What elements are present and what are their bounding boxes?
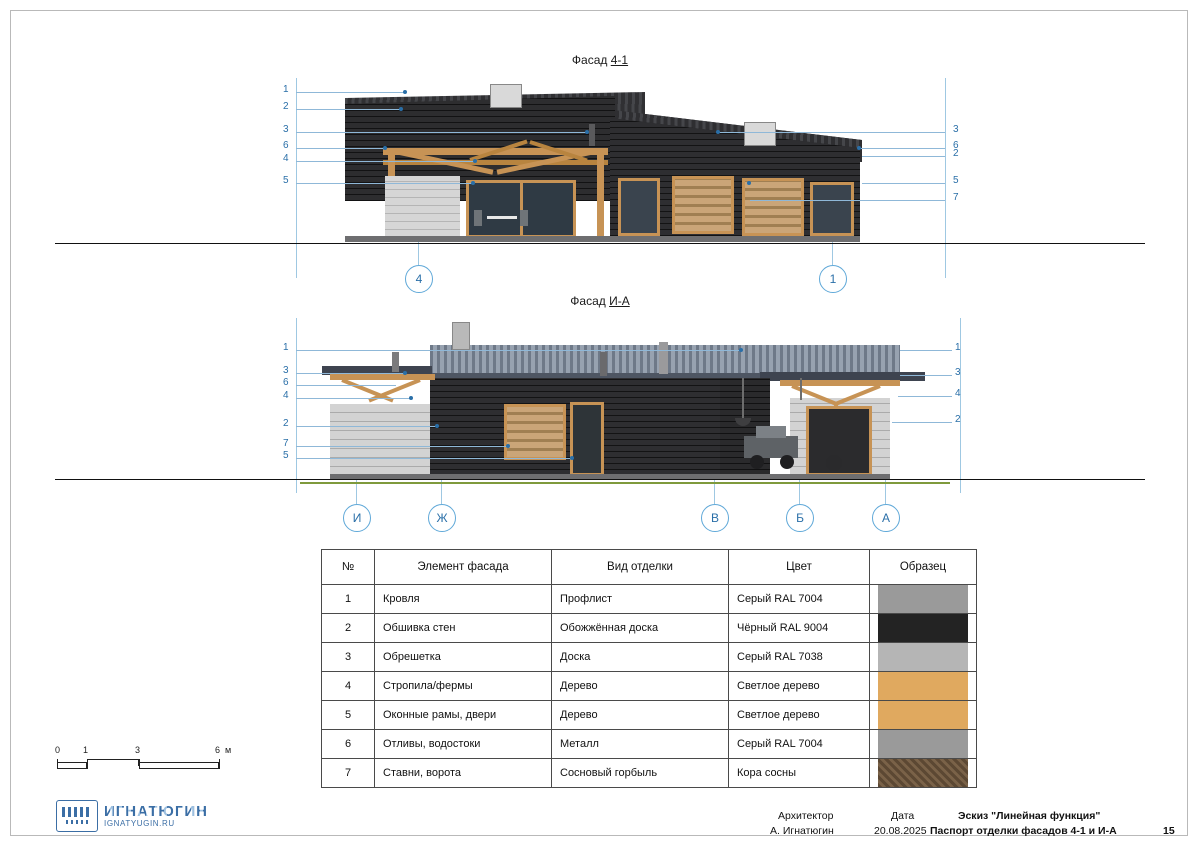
callout-number: 7	[953, 192, 959, 203]
callout-number: 3	[955, 367, 961, 378]
cell-element: Кровля	[375, 585, 552, 614]
grass-strip	[300, 482, 950, 484]
cell-kind: Профлист	[552, 585, 729, 614]
callout-number: 2	[955, 414, 961, 425]
color-swatch	[878, 643, 968, 671]
cell-sample	[870, 759, 977, 788]
scale-rule-seg	[139, 762, 219, 769]
callout-number: 1	[283, 342, 289, 353]
callout-dot	[739, 348, 743, 352]
callout-number: 2	[283, 418, 289, 429]
callout-dot	[506, 444, 510, 448]
vehicle-cab	[756, 426, 786, 438]
callout-leader	[296, 350, 741, 351]
axis-bubble-zh: Ж	[428, 504, 456, 532]
cell-element: Стропила/фермы	[375, 672, 552, 701]
cell-element: Обрешетка	[375, 643, 552, 672]
timber-frame-right	[780, 380, 900, 386]
callout-number: 5	[283, 175, 289, 186]
callout-number: 5	[283, 450, 289, 461]
guide-line	[296, 318, 297, 493]
vent-pipe	[600, 352, 607, 376]
axis-bubble-1: 1	[819, 265, 847, 293]
callout-number: 3	[953, 124, 959, 135]
table-row	[322, 701, 977, 730]
cell-color: Серый RAL 7004	[729, 730, 870, 759]
architect-label: Архитектор	[778, 810, 834, 822]
col-header-sample: Образец	[870, 550, 977, 585]
finish-spec-table	[321, 549, 977, 788]
table-row	[322, 585, 977, 614]
logo-name: ИГНАТЮГИН	[104, 802, 208, 820]
callout-number: 4	[283, 153, 289, 164]
cell-kind: Обожжённая доска	[552, 614, 729, 643]
stone-wall-left	[330, 404, 430, 476]
facade-top-title-prefix: Фасад	[571, 53, 611, 67]
callout-number: 1	[955, 342, 961, 353]
callout-number: 6	[283, 140, 289, 151]
col-header-num: №	[322, 550, 375, 585]
cell-color: Серый RAL 7038	[729, 643, 870, 672]
col-header-element: Элемент фасада	[375, 550, 552, 585]
scale-rule-seg	[87, 759, 139, 766]
chimney	[452, 322, 470, 350]
vent-pipe	[392, 352, 399, 372]
color-swatch	[878, 585, 968, 613]
cell-kind: Дерево	[552, 672, 729, 701]
studio-logo	[56, 800, 208, 832]
cell-num: 6	[322, 730, 375, 759]
vehicle-wheel	[826, 455, 842, 471]
callout-leader	[900, 350, 952, 351]
callout-leader	[296, 373, 406, 374]
vent-pipe	[659, 342, 668, 374]
color-swatch	[878, 672, 968, 700]
table-row	[322, 672, 977, 701]
color-swatch	[878, 701, 968, 729]
cell-sample	[870, 730, 977, 759]
callout-number: 3	[283, 124, 289, 135]
axis-bubble-b: Б	[786, 504, 814, 532]
ground-line-bottom	[55, 479, 1145, 480]
cell-sample	[870, 643, 977, 672]
cell-color: Светлое дерево	[729, 672, 870, 701]
callout-leader	[296, 446, 508, 447]
project-title: Эскиз "Линейная функция"	[958, 810, 1101, 822]
cell-color: Чёрный RAL 9004	[729, 614, 870, 643]
color-swatch	[878, 759, 968, 787]
cell-kind: Металл	[552, 730, 729, 759]
col-header-color: Цвет	[729, 550, 870, 585]
callout-number: 2	[953, 148, 959, 159]
cell-num: 1	[322, 585, 375, 614]
cell-sample	[870, 614, 977, 643]
callout-number: 1	[283, 84, 289, 95]
callout-number: 5	[953, 175, 959, 186]
callout-leader	[296, 458, 572, 459]
scale-bar	[55, 745, 230, 769]
axis-bubble-v: В	[701, 504, 729, 532]
scale-unit: м	[225, 745, 232, 755]
cell-num: 4	[322, 672, 375, 701]
cell-kind: Дерево	[552, 701, 729, 730]
cell-color: Кора сосны	[729, 759, 870, 788]
page-number: 15	[1163, 825, 1175, 837]
vehicle-wheel	[750, 455, 764, 469]
callout-number: 4	[955, 388, 961, 399]
cell-element: Ставни, ворота	[375, 759, 552, 788]
callout-leader	[296, 426, 438, 427]
callout-dot	[570, 456, 574, 460]
cell-color: Светлое дерево	[729, 701, 870, 730]
facade-bottom-title-axes: И-А	[609, 294, 630, 308]
cell-element: Отливы, водостоки	[375, 730, 552, 759]
table-header-row	[322, 550, 977, 585]
callout-number: 2	[283, 101, 289, 112]
scale-bar-rule	[55, 759, 230, 769]
scale-tick-3: 3	[135, 745, 141, 755]
cell-num: 7	[322, 759, 375, 788]
callout-number: 6	[953, 140, 959, 151]
callout-dot	[403, 371, 407, 375]
pendant-lamp	[742, 378, 744, 418]
architect-name: А. Игнатюгин	[770, 825, 834, 837]
callout-leader	[898, 396, 952, 397]
color-swatch	[878, 730, 968, 758]
sheet-title: Паспорт отделки фасадов 4-1 и И-А	[930, 825, 1117, 837]
axis-bubble-a: А	[872, 504, 900, 532]
callout-number: 4	[283, 390, 289, 401]
date-label: Дата	[891, 810, 915, 822]
logo-site: IGNATYUGIN.RU	[104, 818, 175, 828]
callout-leader	[296, 385, 396, 386]
col-header-kind: Вид отделки	[552, 550, 729, 585]
callout-number: 7	[283, 438, 289, 449]
door	[570, 402, 604, 476]
table-row	[322, 730, 977, 759]
cell-sample	[870, 672, 977, 701]
cell-num: 2	[322, 614, 375, 643]
facade-top-title-axes: 4-1	[610, 53, 629, 67]
table-body	[322, 585, 977, 788]
cell-kind: Сосновый горбыль	[552, 759, 729, 788]
callout-number: 3	[283, 365, 289, 376]
cell-num: 5	[322, 701, 375, 730]
pendant-lamp	[800, 378, 802, 400]
scale-tick-6: 6	[215, 745, 221, 755]
scale-rule-tick	[219, 759, 220, 769]
logo-text	[104, 804, 208, 828]
scale-tick-1: 1	[83, 745, 89, 755]
cell-element: Обшивка стен	[375, 614, 552, 643]
cell-kind: Доска	[552, 643, 729, 672]
table-row	[322, 759, 977, 788]
axis-bubble-4: 4	[405, 265, 433, 293]
callout-leader	[296, 398, 411, 399]
vehicle-wheel	[780, 455, 794, 469]
callout-dot	[435, 424, 439, 428]
axis-bubble-i: И	[343, 504, 371, 532]
callout-number: 6	[283, 377, 289, 388]
cell-color: Серый RAL 7004	[729, 585, 870, 614]
cell-num: 3	[322, 643, 375, 672]
cell-sample	[870, 585, 977, 614]
callout-dot	[409, 396, 413, 400]
scale-tick-0: 0	[55, 745, 61, 755]
cell-sample	[870, 701, 977, 730]
table-row	[322, 614, 977, 643]
scale-rule-seg	[57, 762, 87, 769]
shutter-panel-bottom	[504, 404, 566, 460]
date-value: 20.08.2025	[874, 825, 927, 837]
color-swatch	[878, 614, 968, 642]
facade-bottom-title-prefix: Фасад	[570, 294, 610, 308]
logo-mark-icon	[56, 800, 98, 832]
callout-leader	[892, 422, 952, 423]
callout-leader	[900, 375, 952, 376]
table-row	[322, 643, 977, 672]
scale-bar-labels	[55, 745, 230, 757]
cell-element: Оконные рамы, двери	[375, 701, 552, 730]
